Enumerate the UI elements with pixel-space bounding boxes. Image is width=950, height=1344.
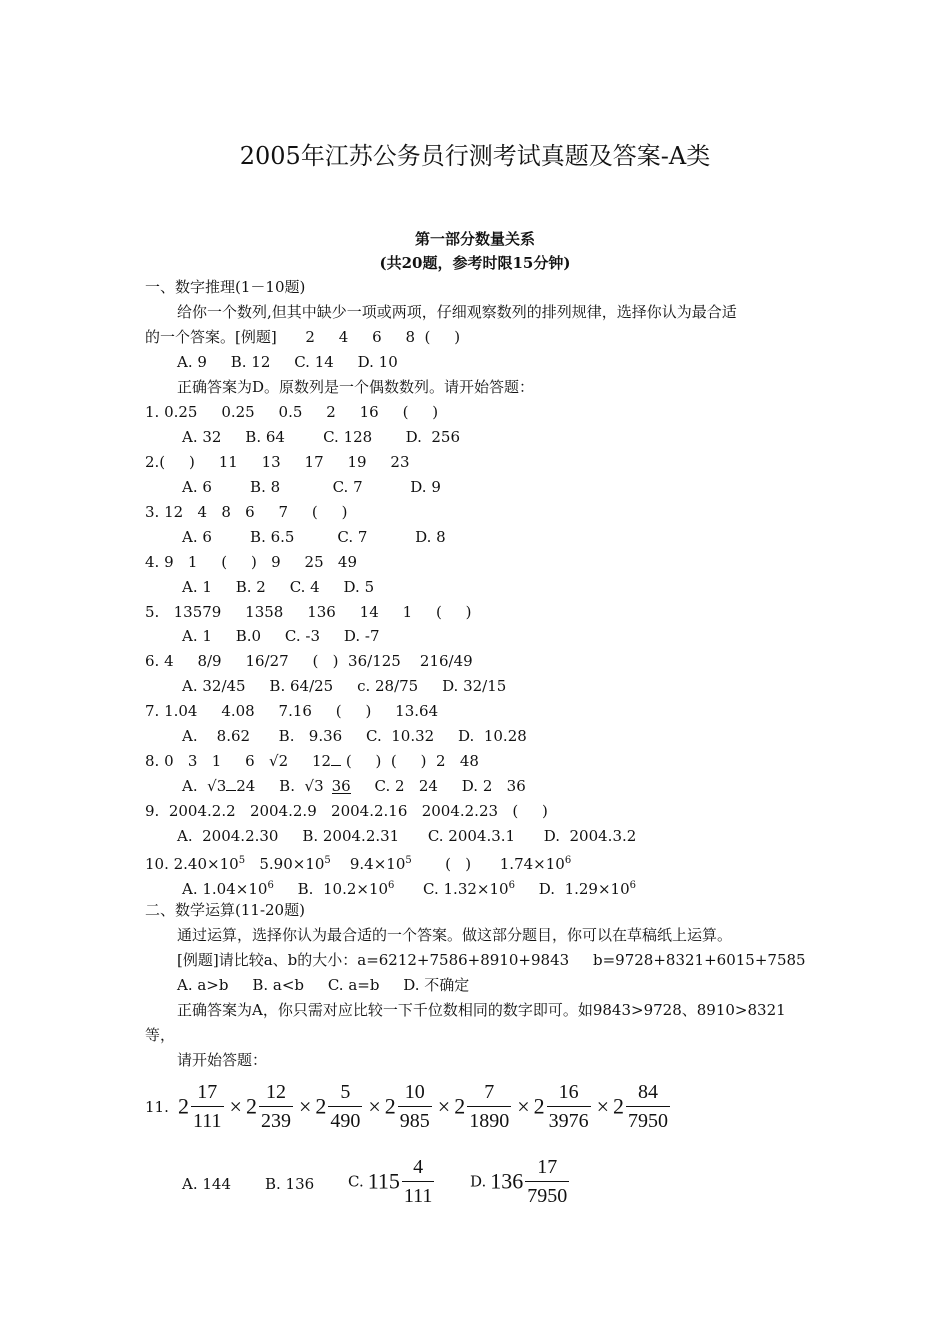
question-2-options: A. 6 B. 8 C. 7 D. 9 bbox=[182, 478, 441, 496]
section1-heading: 一、数字推理(1－10题) bbox=[145, 278, 306, 296]
section1-intro-1: 给你一个数列,但其中缺少一项或两项，仔细观察数列的排列规律，选择你认为最合适 bbox=[177, 303, 737, 321]
question-10 bbox=[145, 851, 571, 874]
question-5-options: A. 1 B.0 C. -3 D. -7 bbox=[182, 627, 380, 645]
question-11-option-d bbox=[470, 1155, 571, 1208]
question-11-option-c bbox=[348, 1155, 436, 1208]
answer-underline bbox=[331, 765, 341, 766]
question-8-options bbox=[182, 776, 526, 796]
question-10-term-4: ( ) 1.74×10 bbox=[411, 855, 565, 873]
exponent: 5 bbox=[238, 855, 246, 866]
mixed-number-whole: 2 bbox=[533, 1093, 545, 1119]
mixed-number-whole: 2 bbox=[178, 1093, 189, 1119]
mixed-number-whole: 2 bbox=[613, 1093, 625, 1119]
fraction-numerator: 17 bbox=[191, 1080, 224, 1107]
mixed-number-whole: 2 bbox=[454, 1093, 466, 1119]
exponent: 6 bbox=[629, 880, 637, 891]
fraction-denominator: 7950 bbox=[527, 1185, 568, 1207]
fraction bbox=[259, 1080, 293, 1133]
fraction-denominator: 1890 bbox=[469, 1110, 510, 1132]
section2-example-options: A. a>b B. a<b C. a=b D. 不确定 bbox=[177, 976, 470, 994]
fraction-denominator: 239 bbox=[260, 1110, 291, 1132]
times-operator: × bbox=[596, 1093, 610, 1119]
exponent: 6 bbox=[508, 880, 515, 891]
section1-intro-2: 的一个答案。[例题] 2 4 6 8 ( ) bbox=[145, 328, 461, 346]
question-4-options: A. 1 B. 2 C. 4 D. 5 bbox=[182, 578, 375, 596]
fraction-numerator: 84 bbox=[626, 1080, 670, 1107]
exponent: 5 bbox=[324, 855, 331, 866]
section2-intro: 通过运算，选择你认为最合适的一个答案。做这部分题目，你可以在草稿纸上运算。 bbox=[177, 926, 733, 944]
section2-heading: 二、数学运算(11-20题) bbox=[145, 901, 305, 919]
fraction bbox=[402, 1155, 435, 1208]
question-4: 4. 9 1 ( ) 9 25 49 bbox=[145, 553, 358, 571]
question-7: 7. 1.04 4.08 7.16 ( ) 13.64 bbox=[145, 702, 439, 720]
fraction bbox=[191, 1080, 224, 1133]
times-operator: × bbox=[229, 1093, 242, 1119]
fraction bbox=[398, 1080, 432, 1133]
answer-underline bbox=[226, 790, 236, 791]
fraction bbox=[547, 1080, 591, 1133]
question-10-option-b: B. 10.2×10 bbox=[273, 880, 389, 898]
mixed-number-whole: 136 bbox=[490, 1168, 524, 1194]
fraction-numerator: 5 bbox=[328, 1080, 362, 1107]
question-6: 6. 4 8/9 16/27 ( ) 36/125 216/49 bbox=[145, 652, 473, 670]
part-title: 第一部分数量关系 bbox=[414, 230, 535, 248]
exponent: 6 bbox=[267, 880, 274, 891]
section2-example: [例题]请比较a、b的大小：a=6212+7586+8910+9843 b=9728+8321+6015+7585 bbox=[177, 951, 806, 969]
fraction-numerator: 12 bbox=[259, 1080, 293, 1107]
fraction bbox=[525, 1155, 569, 1208]
mixed-number-whole: 115 bbox=[367, 1168, 400, 1194]
question-10-option-a: A. 1.04×10 bbox=[182, 880, 268, 898]
question-10-term-2: 5.90×10 bbox=[245, 855, 325, 873]
question-10-option-d: D. 1.29×10 bbox=[514, 880, 630, 898]
times-operator: × bbox=[368, 1093, 381, 1119]
times-operator: × bbox=[517, 1093, 530, 1119]
fraction-denominator: 490 bbox=[330, 1110, 361, 1132]
mixed-number-whole: 2 bbox=[384, 1093, 396, 1119]
question-1-options: A. 32 B. 64 C. 128 D. 256 bbox=[182, 428, 460, 446]
fraction bbox=[626, 1080, 670, 1133]
fraction-numerator: 4 bbox=[402, 1155, 435, 1182]
fraction-numerator: 17 bbox=[525, 1155, 569, 1182]
question-11-option-a: A. 144 bbox=[182, 1175, 231, 1193]
question-7-options: A. 8.62 B. 9.36 C. 10.32 D. 10.28 bbox=[182, 727, 527, 745]
question-8-part-2: ( ) ( ) 2 48 bbox=[341, 752, 479, 770]
example-options: A. 9 B. 12 C. 14 D. 10 bbox=[177, 353, 398, 371]
fraction-denominator: 3976 bbox=[548, 1110, 589, 1132]
question-3: 3. 12 4 8 6 7 ( ) bbox=[145, 503, 348, 521]
question-9-options: A. 2004.2.30 B. 2004.2.31 C. 2004.3.1 D. 2004.3.2 bbox=[177, 827, 637, 845]
question-1: 1. 0.25 0.25 0.5 2 16 ( ) bbox=[145, 403, 439, 421]
question-10-option-c: C. 1.32×10 bbox=[394, 880, 509, 898]
fraction-denominator: 111 bbox=[403, 1185, 433, 1207]
question-8-option-a: A. √3 bbox=[182, 777, 227, 795]
exponent: 6 bbox=[388, 880, 395, 891]
question-8-part-1: 8. 0 3 1 6 √2 12 bbox=[145, 752, 332, 770]
question-6-options: A. 32/45 B. 64/25 c. 28/75 D. 32/15 bbox=[182, 677, 507, 695]
question-10-term-3: 9.4×10 bbox=[330, 855, 406, 873]
example-answer: 正确答案为D。原数列是一个偶数数列。请开始答题： bbox=[177, 378, 535, 396]
section2-example-answer-1: 正确答案为A，你只需对应比较一下千位数相同的数字即可。如9843>9728、8910>8321 bbox=[177, 1001, 786, 1019]
part-note: (共20题，参考时限15分钟) bbox=[379, 254, 571, 272]
exponent: 6 bbox=[564, 855, 572, 866]
fraction-numerator: 10 bbox=[398, 1080, 432, 1107]
option-c-letter: C. bbox=[348, 1172, 364, 1191]
question-2: 2.( ) 11 13 17 19 23 bbox=[145, 453, 410, 471]
question-9: 9. 2004.2.2 2004.2.9 2004.2.16 2004.2.23 ( ) bbox=[145, 802, 548, 820]
exponent: 5 bbox=[405, 855, 412, 866]
question-11-option-b: B. 136 bbox=[265, 1175, 315, 1193]
question-3-options: A. 6 B. 6.5 C. 7 D. 8 bbox=[182, 528, 446, 546]
option-d-letter: D. bbox=[470, 1172, 487, 1191]
fraction-denominator: 985 bbox=[399, 1110, 430, 1132]
question-8-option-b: 24 B. √3 bbox=[236, 777, 324, 795]
question-10-options bbox=[182, 876, 636, 899]
fraction-numerator: 16 bbox=[547, 1080, 591, 1107]
times-operator: × bbox=[298, 1093, 312, 1119]
section2-example-answer-2: 等， bbox=[145, 1026, 176, 1044]
question-8-option-b-value: 36 bbox=[331, 777, 351, 795]
question-11-label: 11. bbox=[145, 1098, 169, 1116]
question-5: 5. 13579 1358 136 14 1 ( ) bbox=[145, 603, 472, 621]
section2-start: 请开始答题： bbox=[177, 1051, 268, 1069]
fraction bbox=[328, 1080, 362, 1133]
fraction-denominator: 111 bbox=[193, 1110, 222, 1132]
fraction-numerator: 7 bbox=[467, 1080, 511, 1107]
question-10-term-1: 10. 2.40×10 bbox=[145, 855, 239, 873]
question-8 bbox=[145, 751, 479, 771]
question-11-expression bbox=[178, 1080, 672, 1133]
times-operator: × bbox=[437, 1093, 451, 1119]
fraction bbox=[467, 1080, 511, 1133]
mixed-number-whole: 2 bbox=[315, 1093, 327, 1119]
mixed-number-whole: 2 bbox=[245, 1093, 257, 1119]
page-title: 2005年江苏公务员行测考试真题及答案-A类 bbox=[239, 142, 711, 170]
question-8-option-cd: C. 2 24 D. 2 36 bbox=[350, 777, 526, 795]
fraction-denominator: 7950 bbox=[628, 1110, 669, 1132]
